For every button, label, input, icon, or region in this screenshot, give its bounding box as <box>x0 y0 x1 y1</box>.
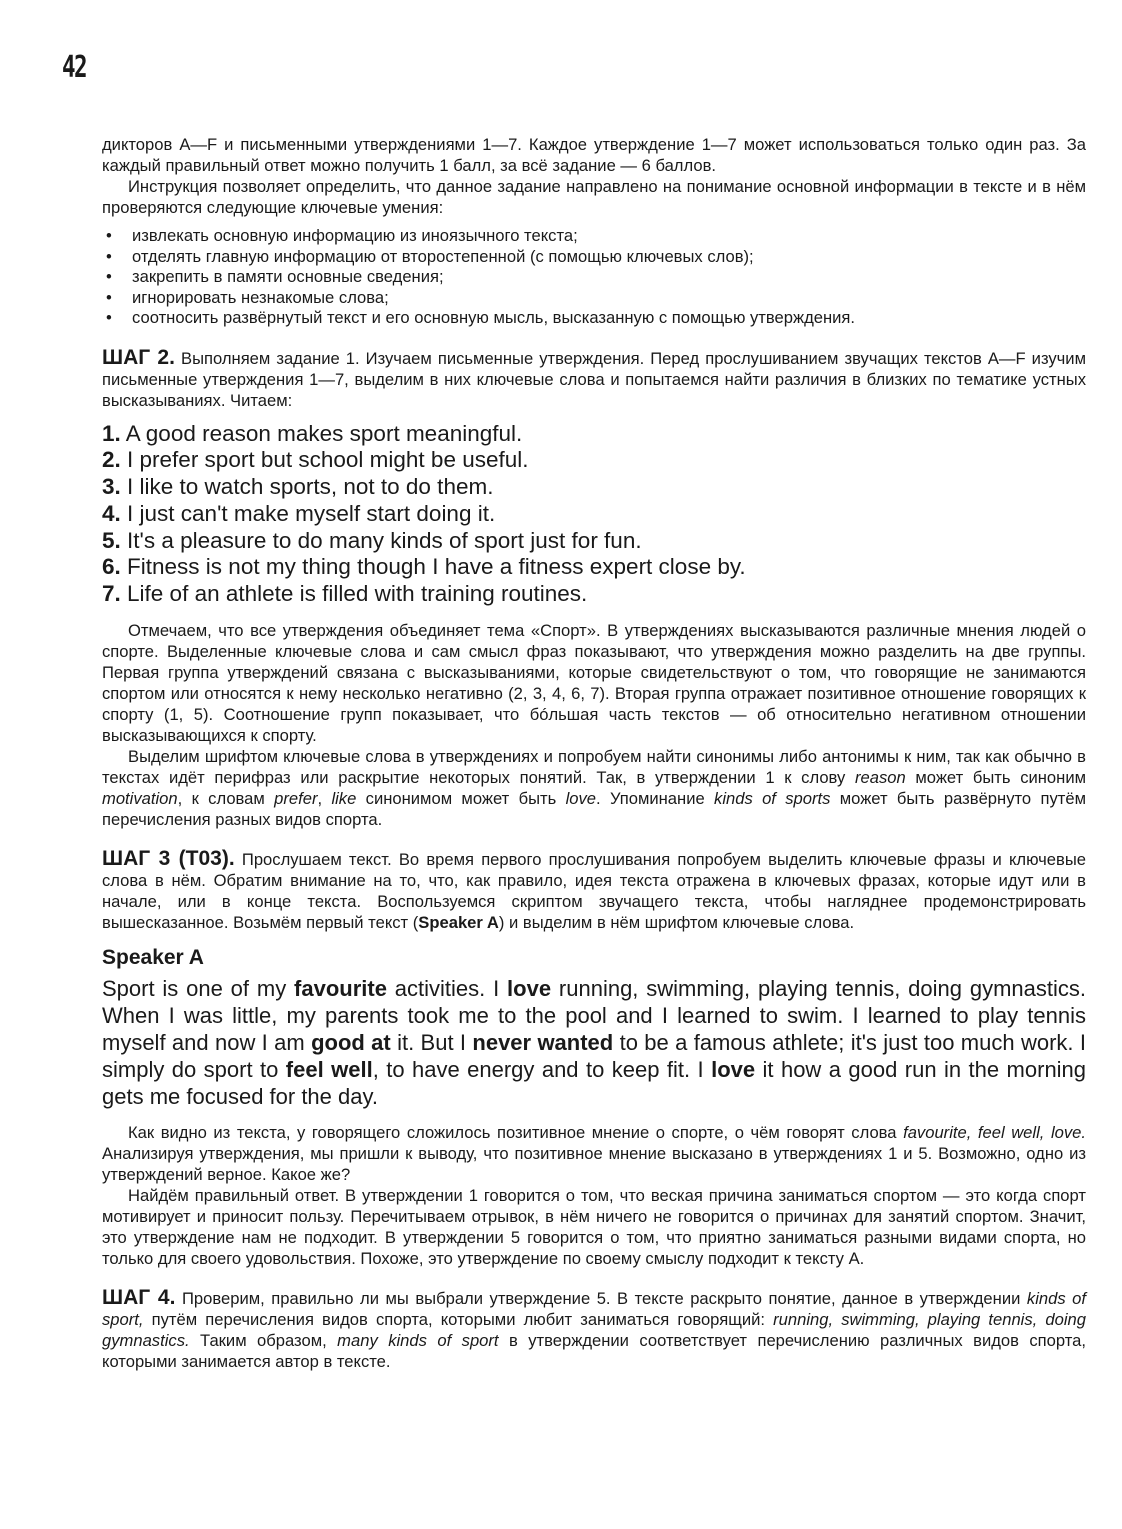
step-4-paragraph: ШАГ 4. Проверим, правильно ли мы выбрали утверждение 5. В тексте раскрыто понятие, данное в утверждении kinds of sport, путём перечисления видов спорта, которыми любит заниматься говорящий: running, swimming, playing tennis, doing gymnastics. Таким образом, many kinds of sport в утверждении соответствует перечислению различных видов спорта, которыми занимается автор в тексте. <box>102 1286 1087 1372</box>
list-item: • соотносить развёрнутый текст и его основную мысль, высказанную с помощью утверждения. <box>106 308 856 327</box>
list-item: • игнорировать незнакомые слова; <box>106 287 389 307</box>
statements-list <box>102 421 1086 609</box>
bullet-icon: • <box>106 267 112 286</box>
statement-item: 4. I just can't make myself start doing it. <box>102 500 496 526</box>
speaker-title: Speaker A <box>102 946 204 970</box>
step-3-heading: ШАГ 3 (Т03). <box>102 847 235 871</box>
step-4-heading: ШАГ 4. <box>102 1286 176 1310</box>
statement-item: 7. Life of an athlete is filled with training routines. <box>102 581 588 607</box>
skills-list <box>102 226 1086 329</box>
statement-item: 5. It's a pleasure to do many kinds of sport just for fun. <box>102 527 642 553</box>
analysis-paragraph-2: Выделим шрифтом ключевые слова в утверждениях и попробуем найти синонимы либо антонимы к ним, так как обычно в текстах идёт перифраз или раскрытие некоторых понятий. Так, в утверждении 1 к слову reason может быть синоним motivation, к словам prefer, like синонимом может быть love. Упоминание kinds of sports может быть развёрнуто путём перечисления разных видов спорта. <box>102 747 1087 830</box>
statement-item: 6. Fitness is not my thing though I have a fitness expert close by. <box>102 554 746 580</box>
page-content <box>102 134 1086 1372</box>
bullet-icon: • <box>106 226 112 245</box>
step-2-text: Выполняем задание 1. Изучаем письменные утверждения. Перед прослушиванием звучащих текстов A—F изучим письменные утверждения 1—7, выделим в них ключевые слова и попытаемся найти различия в близких по тематике устных высказываниях. Читаем: <box>102 348 1086 410</box>
intro-paragraph-1: дикторов A—F и письменными утверждениями 1—7. Каждое утверждение 1—7 может использоваться только один раз. За каждый правильный ответ можно получить 1 балл, за всё задание — 6 баллов. <box>102 135 1086 175</box>
statement-item: 1. A good reason makes sport meaningful. <box>102 420 523 446</box>
bullet-icon: • <box>106 246 112 266</box>
list-item: • отделять главную информацию от второстепенной (с помощью ключевых слов); <box>106 246 754 266</box>
analysis-paragraph-1: Отмечаем, что все утверждения объединяет тема «Спорт». В утверждениях высказываются различные мнения людей о спорте. Выделенные ключевые слова и сам смысл фраз показывают, что утверждения можно разделить на две группы. Первая группа утверждений связана с высказываниями, которые свидетельствуют о том, что говорящие не занимаются спортом или относятся к нему несколько негативно (2, 3, 4, 6, 7). Вторая группа отражает позитивное отношение говорящих к спорту (1, 5). Соотношение групп показывает, что бóльшая часть текстов — об относительно негативном отношении высказывающихся к спорту. <box>102 621 1086 746</box>
step-3-paragraph: ШАГ 3 (Т03). Прослушаем текст. Во время первого прослушивания попробуем выделить ключевые фразы и ключевые слова в нём. Обратим внимание на то, что, как правило, идея текста отражена в ключевых фразах, которые идут или в начале, или в конце текста. Воспользуемся скриптом звучащего текста, чтобы нагляднее продемонстрировать вышесказанное. Возьмём первый текст (Speaker A) и выделим в нём шрифтом ключевые слова. <box>102 847 1086 933</box>
statement-item: 2. I prefer sport but school might be useful. <box>102 447 529 473</box>
bullet-icon: • <box>106 287 112 307</box>
list-item: • извлекать основную информацию из иноязычного текста; <box>106 226 578 245</box>
step-2-heading: ШАГ 2. <box>102 345 175 369</box>
bullet-icon: • <box>106 308 112 327</box>
statement-item: 3. I like to watch sports, not to do them. <box>102 474 494 500</box>
step-2-paragraph <box>102 347 1086 411</box>
intro-paragraph-2: Инструкция позволяет определить, что данное задание направлено на понимание основной информации в тексте и в нём проверяются следующие ключевые умения: <box>102 177 1086 217</box>
speaker-a-script: Sport is one of my favourite activities. I love running, swimming, playing tennis, doing gymnastics. When I was little, my parents took me to the pool and I learned to swim. I learned to play tennis myself and now I am good at it. But I never wanted to be a famous athlete; it's just too much work. I simply do sport to feel well, to have energy and to keep fit. I love it how a good run in the morning gets me focused for the day. <box>102 976 1087 1110</box>
conclusion-paragraph-1: Как видно из текста, у говорящего сложилось позитивное мнение о спорте, о чём говорят слова favourite, feel well, love. Анализируя утверждения, мы пришли к выводу, что позитивное мнение высказано в утверждениях 1 и 5. Возможно, одно из утверждений верное. Какое же? <box>102 1123 1086 1185</box>
page-number: 42 <box>62 50 87 85</box>
list-item: • закрепить в памяти основные сведения; <box>106 267 444 286</box>
conclusion-paragraph-2: Найдём правильный ответ. В утверждении 1 говорится о том, что веская причина заниматься спортом — это когда спорт мотивирует и приносит пользу. Перечитываем отрывок, в нём ничего не говорится о причинах для занятий спортом. Значит, это утверждение нам не подходит. В утверждении 5 говорится о том, что приятно заниматься разными видами спорта, но только для своего удовольствия. Похоже, это утверждение по своему смыслу подходит к тексту A. <box>102 1186 1086 1269</box>
